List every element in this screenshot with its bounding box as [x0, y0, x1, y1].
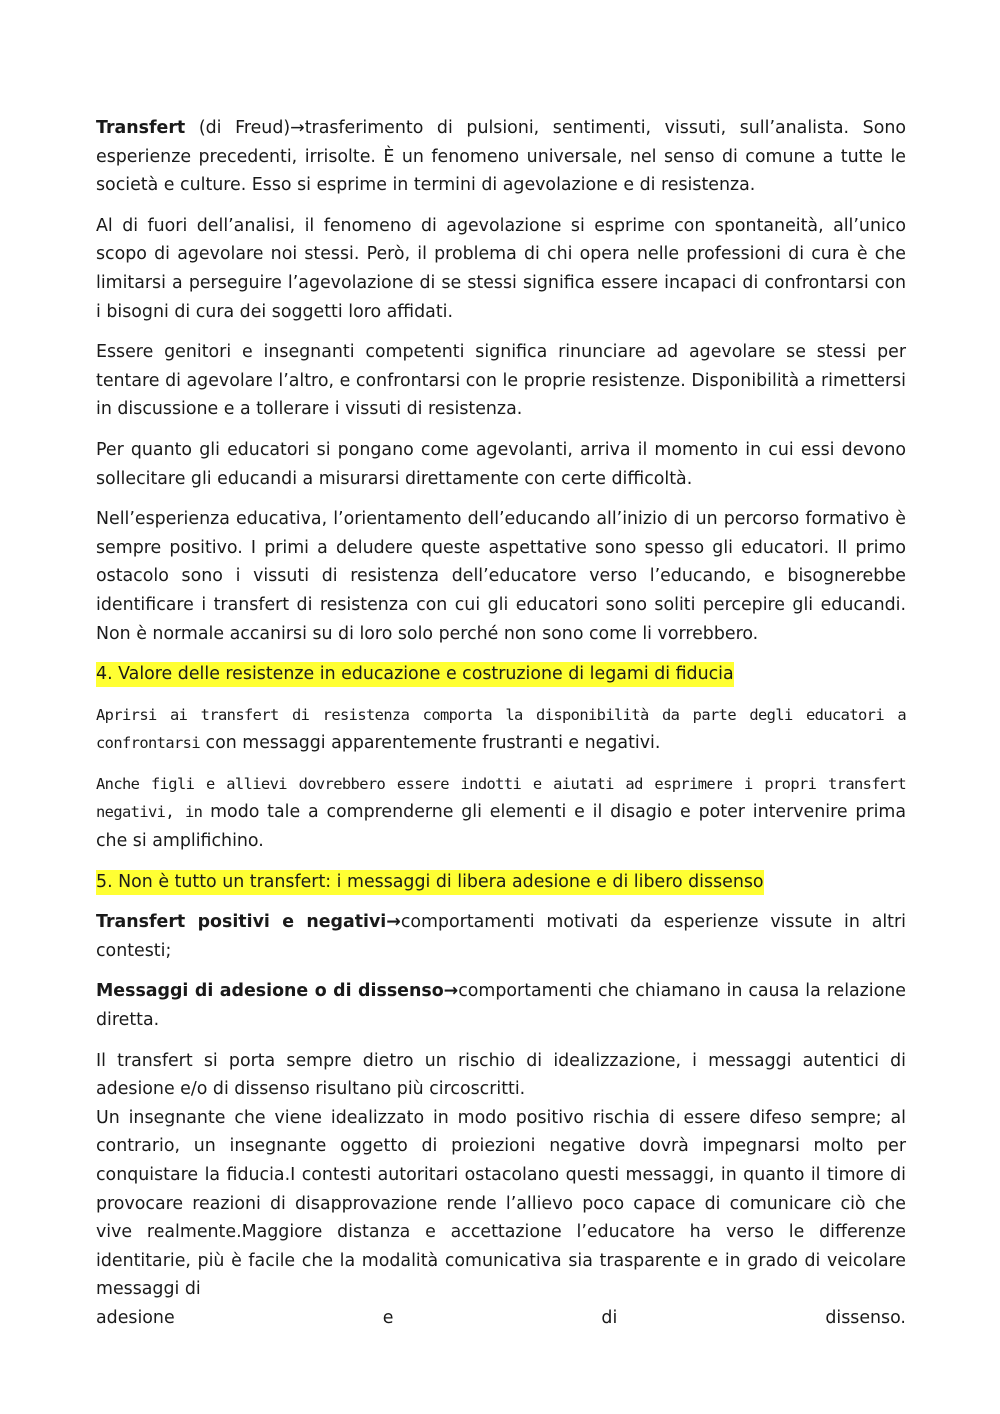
- word: adesione: [96, 1307, 175, 1328]
- paragraph-line: Anche figli e allievi dovrebbero essere indotti e aiutati ad esprimere i propri transfert negativi, in: [96, 774, 906, 822]
- term-transfert-positivi: Transfert positivi e negativi: [96, 912, 387, 933]
- paragraph-text: con messaggi apparentemente frustranti e negativi.: [205, 733, 661, 754]
- paragraph-genitori: Essere genitori e insegnanti competenti significa rinunciare ad agevolare se stessi per tentare di agevolare l’altro, e confrontarsi con le proprie resistenze. Disponibilità a rimettersi in discussione e a tollerare i vissuti di resistenza.: [96, 342, 906, 420]
- term-transfert: Transfert: [96, 118, 186, 138]
- paragraph-insegnante: Un insegnante che viene idealizzato in modo positivo rischia di essere difeso sempre; al contrario, un insegnante oggetto di proiezioni negative dovrà impegnarsi molto per conquistare la fiducia.I contesti autoritari ostacolano questi messaggi, in quanto il timore di provocare reazioni di disapprovazione rende l’allievo poco capace di comunicare ciò che vive realmente.Maggiore distanza e accettazione l’educatore ha verso le differenze identitarie, più è facile che la modalità comunicativa sia trasparente e in grado di veicolare messaggi di: [96, 1107, 906, 1300]
- section-heading-5: [96, 868, 906, 897]
- paragraph-idealizzazione: Il transfert si porta sempre dietro un rischio di idealizzazione, i messaggi autentici di adesione e/o di dissenso risultano più circoscritti.: [96, 1050, 906, 1100]
- paragraph-figli-allievi: [96, 770, 906, 856]
- paragraph-text: (di Freud)→trasferimento di pulsioni, sentimenti, vissuti, sull’analista. Sono esperienze precedenti, irrisolte. È un fenomeno universale, nel senso di comune a tutte le società e culture. Esso si esprime in termini di agevolazione e di resistenza.: [96, 118, 906, 196]
- word: di: [601, 1307, 618, 1328]
- paragraph-last-line: [96, 1304, 906, 1333]
- paragraph-text: modo tale a comprenderne gli elementi e il disagio e poter intervenire prima che si amplifichino.: [96, 802, 906, 852]
- highlighted-heading: 4. Valore delle resistenze in educazione e costruzione di legami di fiducia: [96, 662, 734, 687]
- word: dissenso.: [825, 1307, 906, 1328]
- paragraph-line: Aprirsi ai transfert di resistenza comporta la disponibilità da parte degli educatori a confrontarsi: [96, 705, 906, 753]
- arrow-right-icon: →: [443, 981, 459, 1002]
- paragraph-agevolazione: Al di fuori dell’analisi, il fenomeno di agevolazione si esprime con spontaneità, all’unico scopo di agevolare noi stessi. Però, il problema di chi opera nelle professioni di cura è che limitarsi a perseguire l’agevolazione di se stessi significa essere incapaci di confrontarsi con i bisogni di cura dei soggetti loro affidati.: [96, 215, 906, 322]
- highlighted-heading: 5. Non è tutto un transfert: i messaggi di libera adesione e di libero dissenso: [96, 870, 764, 895]
- paragraph-esperienza-educativa: Nell’esperienza educativa, l’orientamento dell’educando all’inizio di un percorso formativo è sempre positivo. I primi a deludere queste aspettative sono spesso gli educatori. Il primo ostacolo sono i vissuti di resistenza dell’educatore verso l’educando, e bisognerebbe identificare i transfert di resistenza con cui gli educatori sono soliti percepire gli educandi. Non è normale accanirsi su di loro solo perché non sono come li vorrebbero.: [96, 509, 906, 644]
- paragraph-educatori: Per quanto gli educatori si pongano come agevolanti, arriva il momento in cui essi devono sollecitare gli educandi a misurarsi direttamente con certe difficoltà.: [96, 439, 906, 489]
- word: e: [382, 1307, 394, 1328]
- paragraph-text: comportamenti motivati da esperienze vissute in altri contesti;: [96, 912, 906, 961]
- paragraph-transfert: [96, 114, 906, 200]
- paragraph-aprirsi: [96, 701, 906, 758]
- paragraph-transfert-positivi: [96, 908, 906, 965]
- term-messaggi-adesione: Messaggi di adesione o di dissenso: [96, 981, 444, 1002]
- document-page: [96, 114, 906, 1333]
- arrow-right-icon: →: [386, 912, 401, 933]
- paragraph-text: comportamenti che chiamano in causa la relazione diretta.: [96, 981, 907, 1031]
- section-heading-4: [96, 660, 906, 689]
- paragraph-messaggi-adesione: [96, 977, 906, 1034]
